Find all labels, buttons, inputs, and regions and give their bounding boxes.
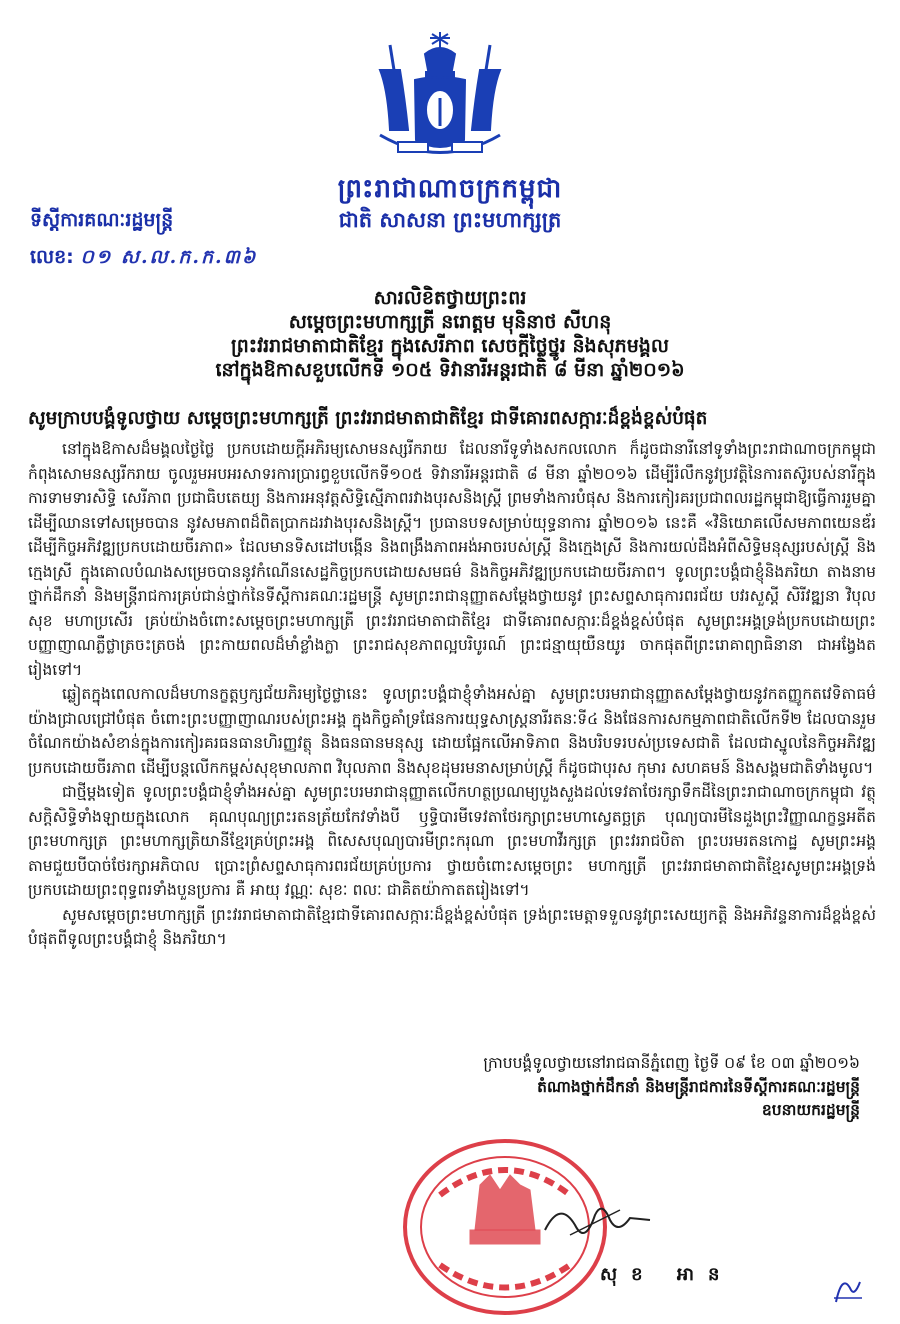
- letter-body: [28, 437, 876, 952]
- salutation: សូមក្រាបបង្គំទូលថ្វាយ សម្តេចព្រះមហាក្សត្រី ព្រះវររាជមាតាជាតិខ្មែរ ជាទីគោរពសក្ការៈដ៏ខ្ពង់ខ្ពស់បំផុត: [28, 408, 708, 429]
- signatory-title: ឧបនាយករដ្ឋមន្ត្រី: [761, 1100, 860, 1119]
- letter-title: សម្តេចព្រះមហាក្សត្រី នរោត្តម មុនិនាថ សីហនុ: [288, 311, 612, 333]
- letter-title: សារលិខិតថ្វាយព្រះពរ: [373, 287, 527, 309]
- reference-number: [30, 245, 257, 273]
- kingdom-heading: ព្រះរាជាណាចក្រកម្ពុជា: [337, 174, 563, 204]
- body-paragraph: សូមសម្តេចព្រះមហាក្សត្រី ព្រះវររាជមាតាជាតិខ្មែរជាទីគោរពសក្ការៈដ៏ខ្ពង់ខ្ពស់បំផុត ទ្រង់ព្រះមេត្តាទទួលនូវព្រះសេយ្យកត្តិ និងអភិវន្ទនាការដ៏ខ្ពង់ខ្ពស់បំផុតពីទូលព្រះបង្គំជាខ្ញុំ និងភរិយា។: [28, 905, 876, 948]
- letter-title: នៅក្នុងឱកាសខួបលើកទី ១០៥ ទិវានារីអន្តរជាតិ ៨ មីនា ឆ្នាំ២០១៦: [215, 359, 685, 381]
- date-line: ក្រាបបង្គំទូលថ្វាយនៅរាជធានីភ្នំពេញ ថ្ងៃទី ០៩ ខែ ០៣ ឆ្នាំ២០១៦: [483, 1054, 860, 1072]
- ministry-name: ទីស្តីការគណៈរដ្ឋមន្ត្រី: [30, 209, 174, 231]
- letter-title: ព្រះវររាជមាតាជាតិខ្មែរ ក្នុងសេរីភាព សេចក្តីថ្លៃថ្នូរ និងសុភមង្គល: [231, 335, 669, 357]
- reference-value: ០១ ស.ល.ក.ក.៣៦: [80, 246, 258, 268]
- national-motto: ជាតិ សាសនា ព្រះមហាក្សត្រ: [338, 207, 562, 232]
- body-paragraph: នៅក្នុងឱកាសដ៏មង្គលថ្ងៃថ្លៃ ប្រកបដោយក្តីអភិរម្យសោមនស្សរីករាយ ដែលនារីទូទាំងសកលលោក ក៏ដូចជានារីនៅទូទាំងព្រះរាជាណាចក្រកម្ពុជា កំពុងសោមនស្សរីករាយ ចូលរួមអបអរសាទរការប្រារព្ធខួបលើកទី១០៥ ទិវានារីអន្តរជាតិ ៨ មីនា ឆ្នាំ២០១៦ ដើម្បីរំលឹកនូវប្រវត្តិនៃការតស៊ូរបស់នារីក្នុងការទាមទារសិទ្ធិ សេរីភាព ប្រជាធិបតេយ្យ និងការអនុវត្តសិទ្ធិស្មើភាពរវាងបុរសនិងស្ត្រី ព្រមទាំងការបំផុស និងការកៀរគរប្រជាពលរដ្ឋកម្ពុជាឱ្យធ្វើការរួមគ្នា ដើម្បីឈានទៅសម្រេចបាន នូវសមភាពដ៏ពិតប្រាកដរវាងបុរសនិងស្ត្រី។ ប្រធានបទសម្រាប់យុទ្ធនាការ ឆ្នាំ២០១៦ នេះគឺ «វិនិយោគលើសមភាពយេនឌ័រ ដើម្បីកិច្ចអភិវឌ្ឍប្រកបដោយចីរភាព» ដែលមានទិសដៅបង្កើន និងពង្រឹងភាពអង់អាចរបស់ស្ត្រី និងក្មេងស្រី និងការយល់ដឹងអំពីសិទ្ធិមនុស្សរបស់ស្ត្រី និងក្មេងស្រី ក្នុងគោលបំណងសម្រេចបាននូវកំណើនសេដ្ឋកិច្ចប្រកបដោយសមធម៌ និងកិច្ចអភិវឌ្ឍប្រកបដោយចីរភាព។ ទូលព្រះបង្គំជាខ្ញុំនិងភរិយា តាងនាមថ្នាក់ដឹកនាំ និងមន្ត្រីរាជការគ្រប់ជាន់ថ្នាក់នៃទីស្តីការគណៈរដ្ឋមន្ត្រី សូមព្រះរាជានុញ្ញាតសម្តែងថ្វាយនូវ ព្រះសព្ទសាធុការពរជ័យ បវរសួស្តី សិរីវឌ្ឍនា វិបុលសុខ មហាប្រសើរ គ្រប់យ៉ាងចំពោះសម្តេចព្រះមហាក្សត្រី ព្រះវររាជមាតាជាតិខ្មែរ ជាទីគោរពសក្ការៈដ៏ខ្ពង់ខ្ពស់បំផុត សូមព្រះអង្គទ្រង់ប្រកបដោយព្រះបញ្ញាញាណភ្លឺថ្លាត្រចះត្រចង់ ព្រះកាយពលដ៏មាំខ្លាំងក្លា ព្រះរាជសុខភាពល្អបរិបូរណ៍ ព្រះជន្មាយុយឺនយូរ ចាកផុតពីព្រះរោគាព្យាធិនានា ជាអង្វែងតរៀងទៅ។: [28, 440, 876, 679]
- closing-block: [360, 1052, 860, 1121]
- reference-label: លេខ:: [30, 246, 74, 268]
- initial-mark-icon: [828, 1268, 868, 1308]
- body-paragraph: ឆ្លៀតក្នុងពេលកាលដ៏មហានក្ខត្តឫក្សជ័យភិរម្យថ្ងៃថ្លានេះ ទូលព្រះបង្គំជាខ្ញុំទាំងអស់គ្នា សូមព្រះបរមរាជានុញ្ញាតសម្តែងថ្វាយនូវកតញ្ញូកតវេទិតាធម៌យ៉ាងជ្រាលជ្រៅបំផុត ចំពោះព្រះបញ្ញាញាណរបស់ព្រះអង្គ ក្នុងកិច្ចគាំទ្រផែនការយុទ្ធសាស្ត្រនារីរតនៈទី៤ និងផែនការសកម្មភាពជាតិលើកទី២ ដែលបានរួមចំណែកយ៉ាងសំខាន់ក្នុងការកៀរគរធនធានហិរញ្ញវត្ថុ និងធនធានមនុស្ស ដោយផ្អែកលើអាទិភាព និងបរិបទរបស់ប្រទេសជាតិ ដែលជាស្នូលនៃកិច្ចអភិវឌ្ឍប្រកបដោយចីរភាព ដើម្បីបន្តលើកកម្ពស់សុខុមាលភាព វិបុលភាព និងសុខដុមរមនាសម្រាប់ស្ត្រី ក៏ដូចជាបុរស កុមារ សហគមន៍ និងសង្គមជាតិទាំងមូល។: [28, 685, 876, 777]
- royal-coat-of-arms-icon: [360, 30, 520, 170]
- body-paragraph: ជាថ្មីម្តងទៀត ទូលព្រះបង្គំជាខ្ញុំទាំងអស់គ្នា សូមព្រះបរមរាជានុញ្ញាតលើកហត្ថប្រណម្យបួងសួងដល់ទេវតាថែរក្សាទឹកដីនៃព្រះរាជាណាចក្រកម្ពុជា វត្ថុសក្តិសិទ្ធិទាំងឡាយក្នុងលោក គុណបុណ្យព្រះរតនត្រ័យកែវទាំងបី ឫទ្ធិបារមីទេវតាថែរក្សាព្រះមហាស្វេតច្ឆត្រ បុណ្យបារមីនៃដួងព្រះវិញ្ញាណក្ខន្ធអតីតព្រះមហាក្សត្រ ព្រះមហាក្សត្រិយានីខ្មែរគ្រប់ព្រះអង្គ ពិសេសបុណ្យបារមីព្រះករុណា ព្រះមហាវីរក្សត្រ ព្រះវររាជបិតា ព្រះបរមរតនកោដ្ឋ សូមព្រះអង្គតាមជួយបីបាច់ថែរក្សាអភិបាល ប្រោះព្រំសព្ទសាធុការពរជ័យគ្រប់ប្រការ ថ្វាយចំពោះសម្តេចព្រះ មហាក្សត្រី ព្រះវររាជមាតាជាតិខ្មែរសូមព្រះអង្គទ្រង់ប្រកបដោយព្រះពុទ្ធពរទាំងបួនប្រការ គឺ អាយុ វណ្ណៈ សុខៈ ពលៈ ជាគិតយ៉ាកាតតរៀងទៅ។: [28, 783, 876, 899]
- signatory-organization: តំណាងថ្នាក់ដឹកនាំ និងមន្ត្រីរាជការនៃទីស្តីការគណៈរដ្ឋមន្ត្រី: [537, 1077, 860, 1096]
- handwritten-signature: [540, 1190, 660, 1250]
- signer-name: សុខ អាន: [600, 1264, 734, 1285]
- letter-title-block: [0, 286, 900, 382]
